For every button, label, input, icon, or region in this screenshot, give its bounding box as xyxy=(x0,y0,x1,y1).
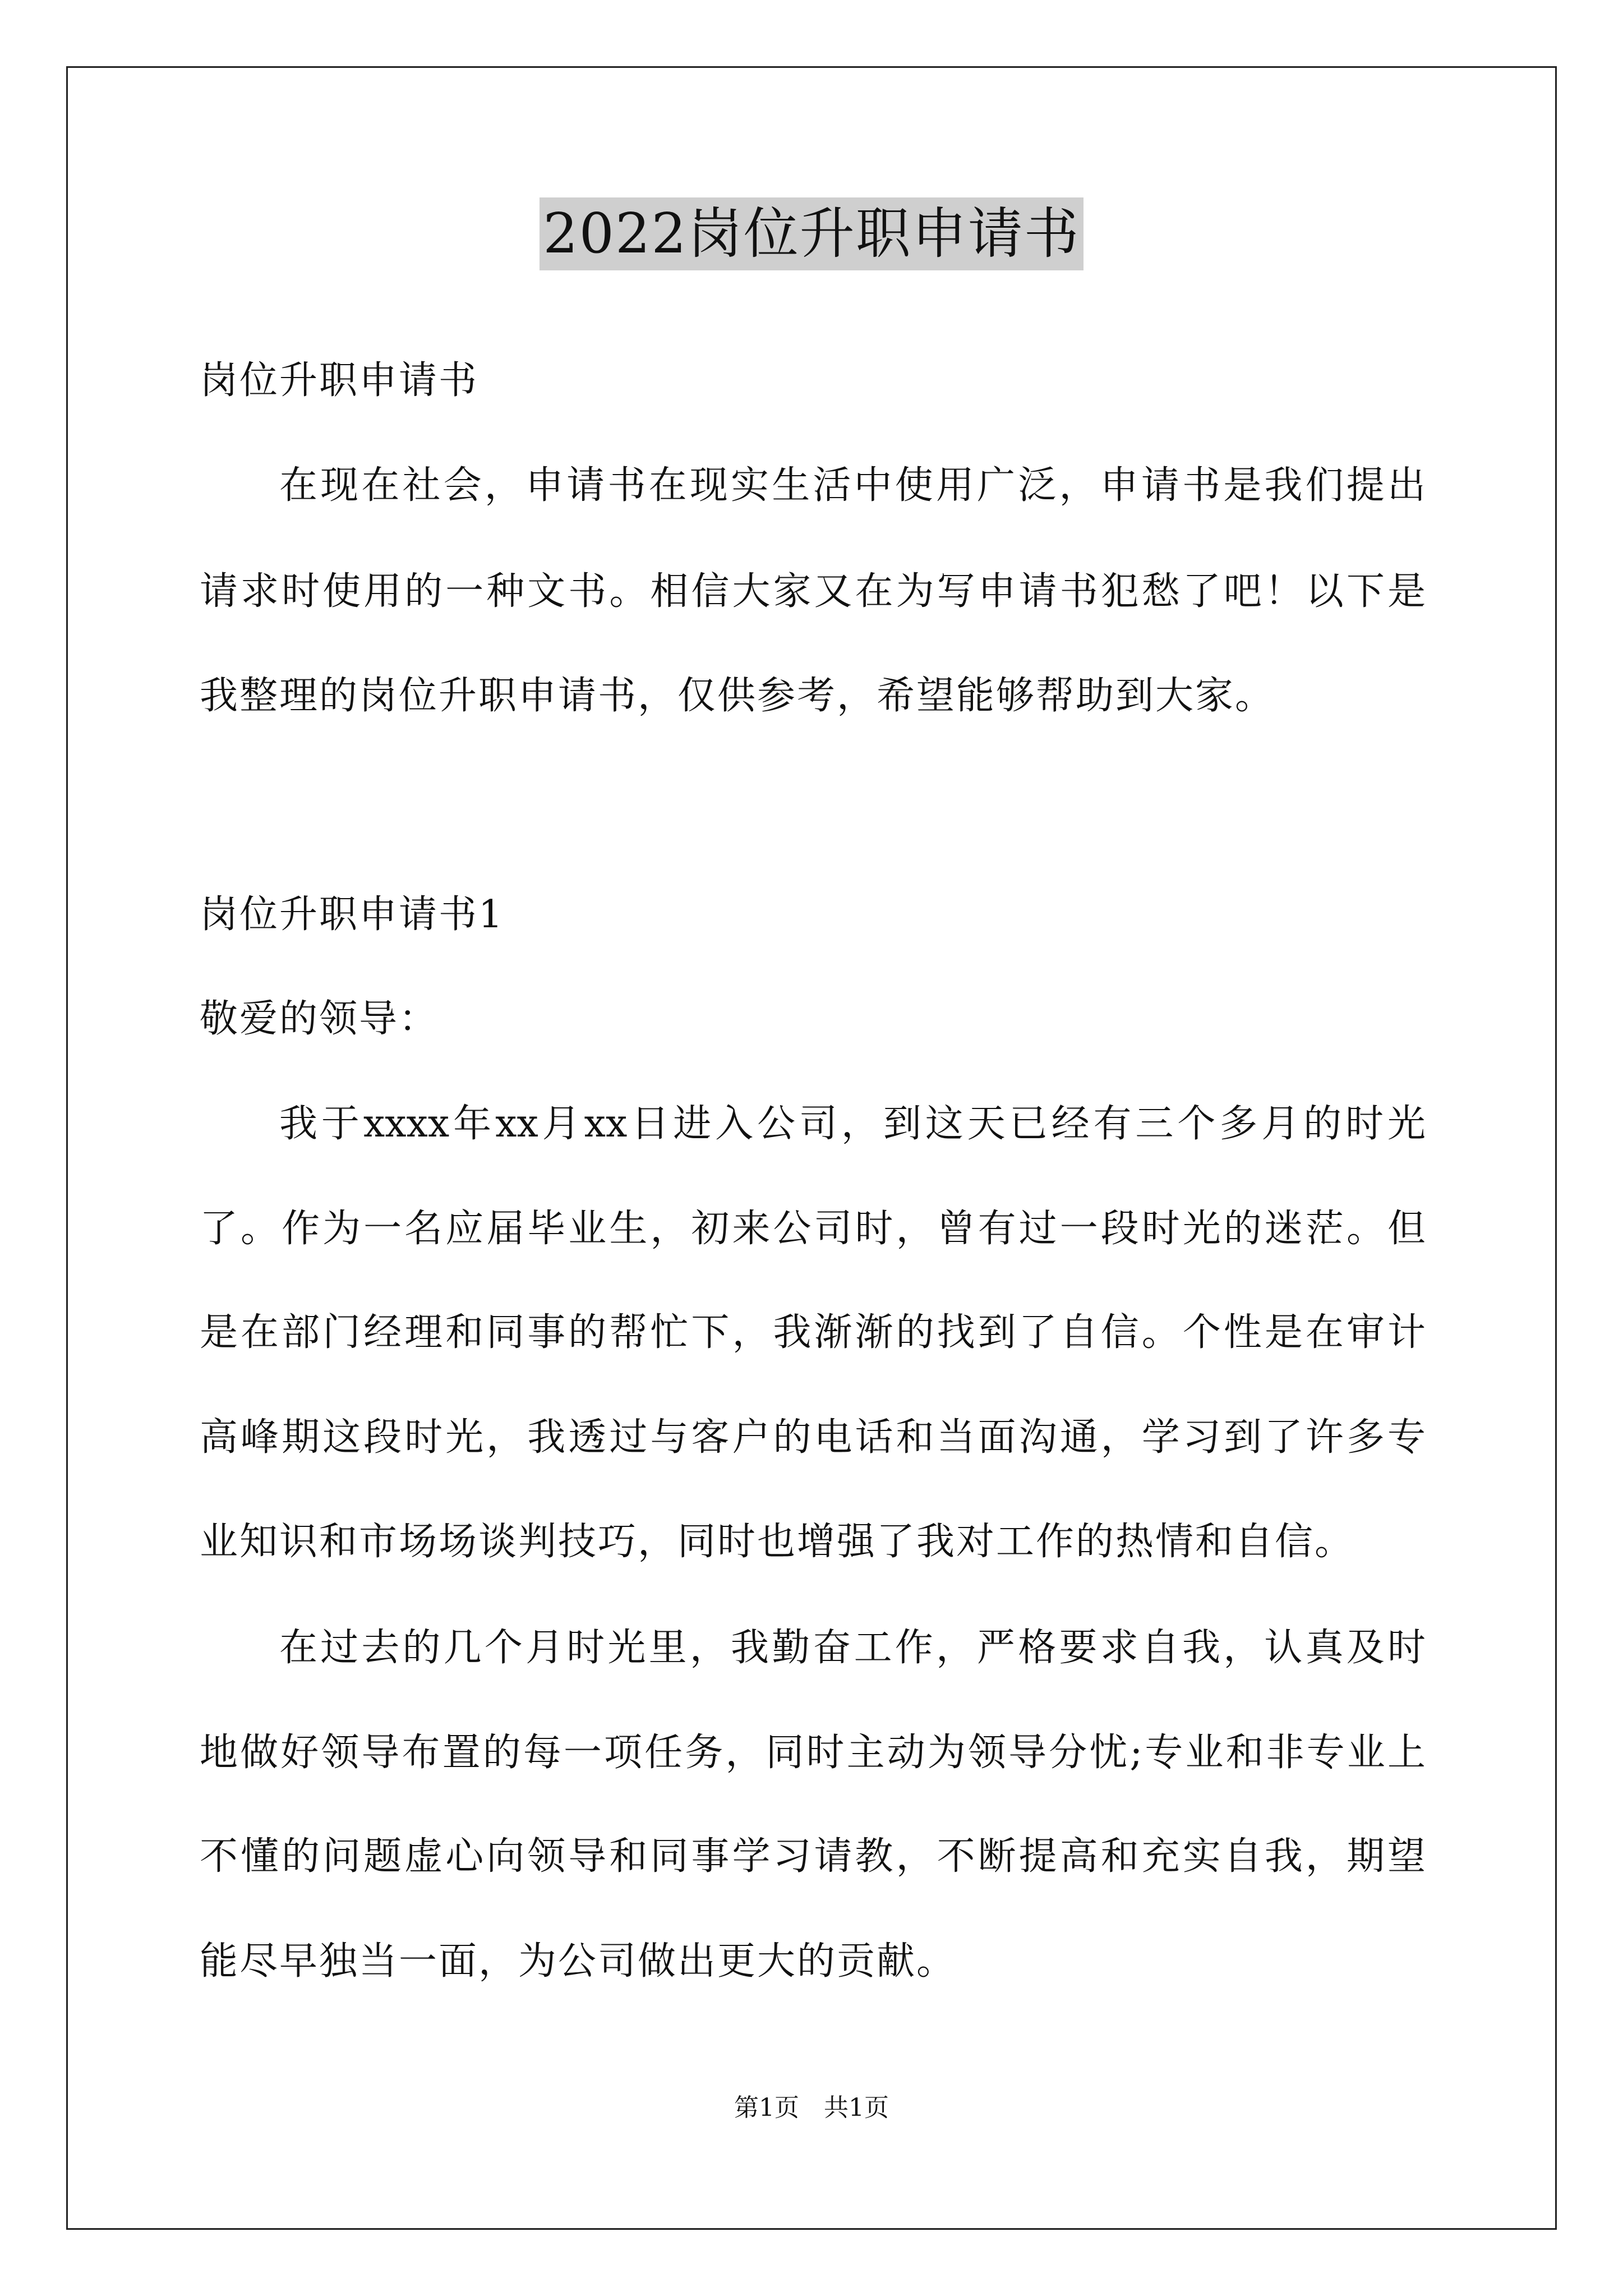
paragraph1-line-4: 高峰期这段时光，我透过与客户的电话和当面沟通，学习到了许多专 xyxy=(200,1415,1426,1460)
intro-line-3: 我整理的岗位升职申请书，仅供参考，希望能够帮助到大家。 xyxy=(200,674,1275,718)
intro-line-1: 在现在社会，申请书在现实生活中使用广泛，申请书是我们提出 xyxy=(279,463,1426,508)
paragraph2-line-4: 能尽早独当一面，为公司做出更大的贡献。 xyxy=(200,1939,957,1984)
paragraph2-line-3: 不懂的问题虚心向领导和同事学习请教，不断提高和充实自我，期望 xyxy=(200,1834,1426,1879)
paragraph2-line-1: 在过去的几个月时光里，我勤奋工作，严格要求自我，认真及时 xyxy=(279,1626,1426,1670)
intro-line-2: 请求时使用的一种文书。相信大家又在为写申请书犯愁了吧！以下是 xyxy=(200,569,1426,614)
page-footer: 第1页 共1页 xyxy=(734,2093,889,2122)
document-title xyxy=(0,197,1623,270)
document-subtitle: 岗位升职申请书 xyxy=(200,358,479,403)
salutation: 敬爱的领导： xyxy=(200,997,439,1041)
paragraph1-line-3: 是在部门经理和同事的帮忙下，我渐渐的找到了自信。个性是在审计 xyxy=(200,1310,1426,1355)
paragraph1-line-5: 业知识和市场场谈判技巧，同时也增强了我对工作的热情和自信。 xyxy=(200,1520,1355,1564)
paragraph1-line-1: 我于xxxx年xx月xx日进入公司，到这天已经有三个多月的时光 xyxy=(279,1102,1426,1146)
section-title: 岗位升职申请书1 xyxy=(200,892,505,937)
paragraph1-line-2: 了。作为一名应届毕业生，初来公司时，曾有过一段时光的迷茫。但 xyxy=(200,1207,1426,1251)
document-title-text: 2022岗位升职申请书 xyxy=(540,197,1083,270)
paragraph2-line-2: 地做好领导布置的每一项任务，同时主动为领导分忧;专业和非专业上 xyxy=(200,1731,1426,1775)
